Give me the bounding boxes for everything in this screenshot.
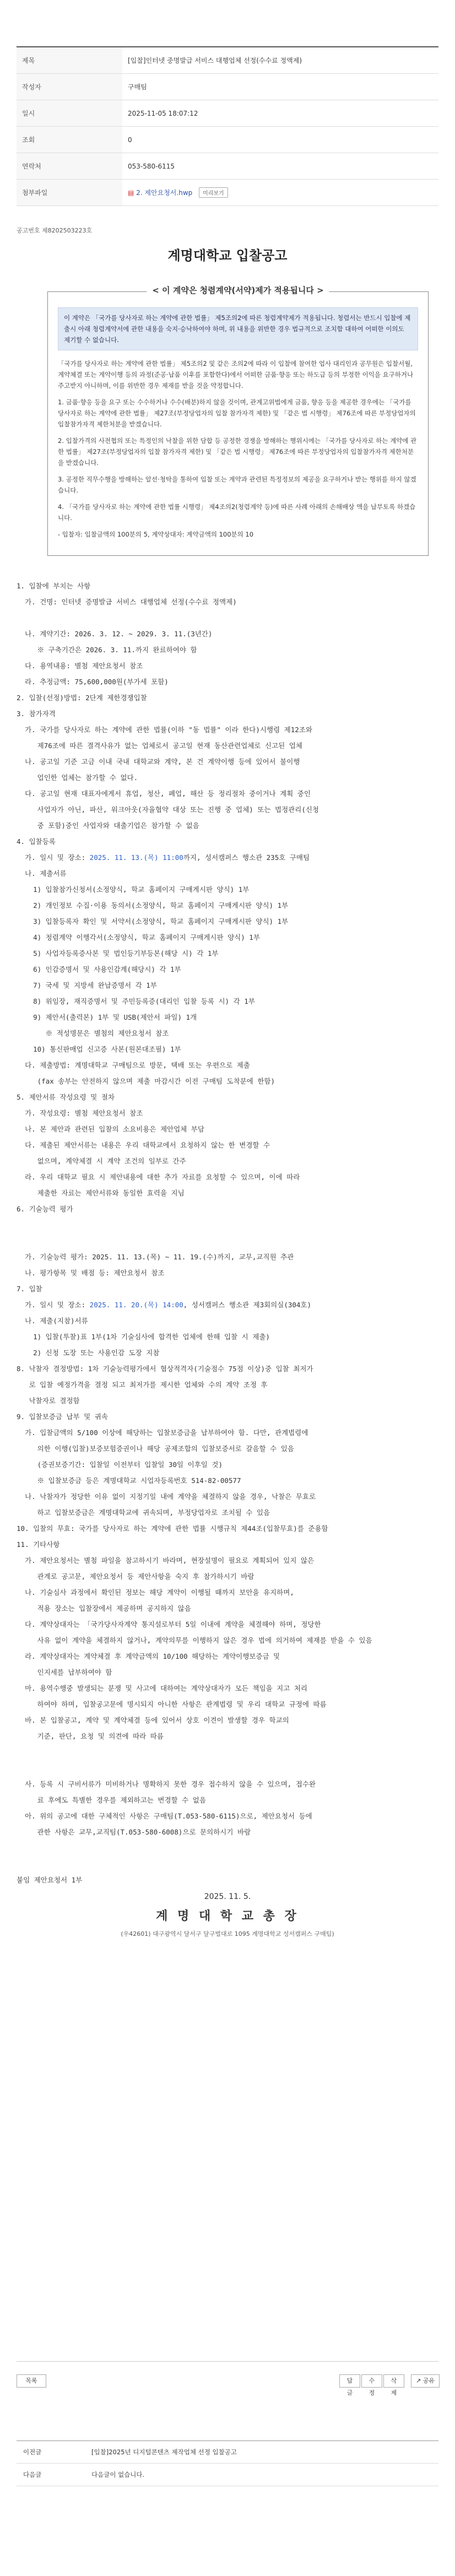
section-line: 사. 등록 시 구비서류가 미비하거나 명확하지 못한 경우 접수하지 않을 수 있으며, 접수완	[17, 1780, 316, 1788]
section-line: 나. 기술심사 과정에서 확인된 정보는 해당 계약이 이행될 때까지 보안을 유지하며,	[17, 1588, 294, 1597]
closing-block	[17, 1892, 438, 1938]
section-line: 기준, 판단, 요청 및 의견에 따라 따름	[17, 1732, 164, 1740]
section-line: 나. 평가항목 및 배점 등: 제안요청서 참조	[17, 1269, 165, 1277]
issuer-name: 계 명 대 학 교 총 장	[156, 1909, 299, 1923]
section-line: 없으며, 계약체결 시 계약 조건의 일부로 간주	[17, 1157, 186, 1165]
section-line: 가. 기술능력 평가: 2025. 11. 13.(목) ~ 11. 19.(수)까지, 교무,교직원 추관	[17, 1253, 294, 1261]
section-line: 가. 일시 및 장소: 2025. 11. 13.(목) 11:00까지, 성서캠퍼스 행소관 235호 구매팀	[17, 853, 310, 862]
section-line: 가. 건명: 인터넷 증명발급 서비스 대행업체 선정(수수료 정액제)	[17, 598, 237, 606]
next-post-key: 다음글	[17, 2464, 85, 2486]
section-line: 제76조에 따른 결격사유가 없는 업체로서 공고일 현재 동산관련업체로 신고된 업체	[17, 742, 302, 750]
document-number: 공고번호 제8202503223호	[17, 227, 93, 234]
section-line: 10) 통신판매업 신고증 사본(원본대조필) 1부	[17, 1045, 181, 1053]
share-icon: ↗	[416, 2377, 421, 2384]
section-line: (증권보증기간: 입찰일 이전부터 입찰일 30일 이후일 것)	[17, 1460, 223, 1469]
section-line: 라. 우리 대학교 필요 시 제안내용에 대한 추가 자료를 요청할 수 있으며, 이에 따라	[17, 1173, 300, 1181]
section-line: 다. 제출된 제안서류는 내용은 우리 대학교에서 요청하지 않는 한 변경할 수	[17, 1141, 270, 1149]
meta-value: 0	[122, 127, 438, 153]
section-line: 업인한 업체는 참가할 수 없다.	[17, 773, 138, 782]
section-line: 3) 입찰등록자 확인 및 서약서(소정양식, 학교 홈페이지 구매게시판 양식) 1부	[17, 917, 289, 926]
section-line: 나. 공고일 기준 고금 이내 국내 대학교와 계약, 본 건 계약이행 등에 있어서 불이행	[17, 757, 300, 766]
section-line: 다. 계약상대자는 「국가당사자계약 통지설로부터 5일 이내에 계약을 체결해야 하며, 정당한	[17, 1620, 321, 1628]
section-line: 중 포함)중인 사업자와 대출기업은 참가할 수 없음	[17, 821, 199, 830]
section-line: 하고 입찰보증금은 계명대학교에 귀속되며, 부정당업자로 조치될 수 있음	[17, 1508, 270, 1517]
notice-paragraph: 2. 입찰가격의 사전협의 또는 특정인의 낙찰을 위한 담합 등 공정한 경쟁을 방해하는 행위시에는 「국가를 당사자로 하는 계약에 관한 법률」 제27조(부정당업자의 입찰 참가자격 제한) 및 「같은 법 시행령」 제76조에 따른 부정당업자의 입찰참가자격 제한처분을 받겠습니다.	[58, 437, 417, 467]
issuer-address: (우42601) 대구광역시 달서구 달구벌대로 1095 계명대학교 성서캠퍼스 구매팀)	[121, 1930, 334, 1938]
prev-post-row[interactable]	[17, 2441, 438, 2464]
section-line: 라. 계약상대자는 계약체결 후 계약금액의 10/100 해당하는 계약이행보증금 및	[17, 1652, 280, 1660]
meta-row	[17, 127, 438, 153]
section-line: ※ 구축기간은 2026. 3. 11.까지 완료하여야 함	[17, 646, 197, 654]
highlighted-date: 2025. 11. 20.(목) 14:00	[89, 1301, 183, 1309]
document-title: 계명대학교 입찰공고	[167, 248, 288, 263]
section-line: 10. 입찰의 무효: 국가를 당사자로 하는 계약에 관한 법률 시행규칙 제44조(입찰무효)를 준용함	[17, 1524, 328, 1533]
meta-row	[17, 74, 438, 100]
section-line: 4) 청렴계약 이행각서(소정양식, 학교 홈페이지 구매게시판 양식) 1부	[17, 933, 260, 941]
meta-key: 일시	[17, 100, 122, 127]
section-line: 9. 입찰보증금 납부 및 귀속	[17, 1413, 108, 1421]
section-line: 나. 낙찰자가 정당한 이유 없이 지정기일 내에 계약을 체결하지 않을 경우, 낙찰은 무효로	[17, 1492, 316, 1501]
meta-row	[17, 153, 438, 180]
section-line: 나. 본 제안과 관련된 입찰의 소요비용은 제안업체 부담	[17, 1125, 204, 1133]
section-line	[17, 1840, 438, 1856]
section-line: 낙찰자로 결정함	[17, 1397, 80, 1405]
section-line: 8. 낙찰자 결정방법: 1차 기술능력평가에서 협상적격자(기술점수 75점 이상)중 입찰 최저가	[17, 1365, 313, 1373]
section-line	[17, 1744, 438, 1760]
section-line: 1) 입찰(투찰)표 1부(1차 기술심사에 합격한 업체에 한해 입찰 시 제출)	[17, 1333, 270, 1341]
section-line: 관한 사항은 교무,교직팀(T.053-580-6008)으로 문의하시기 바람	[17, 1828, 251, 1836]
meta-value: 구매팀	[122, 74, 438, 100]
file-icon: ▤	[128, 189, 134, 197]
section-line: 가. 입찰금액의 5/100 이상에 해당하는 입찰보증금을 납부하여야 함. 다만, 관계법령에	[17, 1428, 308, 1437]
meta-value: [입찰]인터넷 중명발급 서비스 대행업체 선정(수수료 정액제)	[122, 47, 438, 74]
next-post-empty: 다음글이 없습니다.	[85, 2464, 438, 2486]
section-line: 제출한 자료는 제안서류와 동일한 효력을 지님	[17, 1189, 185, 1197]
section-line: 적용 장소는 입찰장에서 제공하며 공지하지 않음	[17, 1604, 191, 1612]
closing-date: 2025. 11. 5.	[204, 1892, 251, 1901]
notice-paragraph: 3. 공정한 직무수행을 방해하는 알선·청탁을 통하여 입찰 또는 계약과 관련된 특정정보의 제공을 요구하거나 받는 행위를 하지 않겠습니다.	[58, 475, 416, 494]
share-button[interactable]: ↗ 공유	[411, 2374, 440, 2388]
preview-button[interactable]: 미리보기	[199, 187, 228, 198]
section-line: 라. 추정금액: 75,600,000원(부가세 포함)	[17, 678, 169, 686]
section-line: 붙임 제안요청서 1부	[17, 1876, 83, 1884]
meta-row	[17, 100, 438, 127]
section-line: 1. 입찰에 부치는 사항	[17, 582, 91, 590]
list-button[interactable]: 목록	[17, 2374, 46, 2388]
section-line: 의한 이행(입찰)보증보험증권이나 해당 공제조합의 입찰보증서로 갈음할 수 있음	[17, 1444, 294, 1453]
notice-heading: < 이 계약은 청렴계약(서약)제가 적용됩니다 >	[147, 284, 329, 296]
section-line: 로 입찰 예정가격을 결정 되고 최저가를 제시한 업체와 수의 계약 조정 후	[17, 1381, 268, 1389]
section-line: 나. 제출(지참)서류	[17, 1317, 88, 1325]
section-line: ※ 적성명문은 별첨의 제안요청서 참조	[17, 1029, 169, 1037]
section-line: 바. 본 입찰공고, 계약 및 계약체결 등에 있어서 상호 이견이 발생할 경우 학교의	[17, 1716, 289, 1724]
content-divider	[17, 2361, 438, 2362]
post-content	[17, 226, 438, 1938]
prev-post-key: 이전글	[17, 2441, 85, 2464]
meta-key: 첨부파일	[17, 180, 122, 206]
section-line: 4. 입찰등록	[17, 837, 56, 846]
notice-paragraph: 「국가를 당사자로 하는 계약에 관한 법률」 제5조의2 및 같은 조의2에 따라 이 입찰에 참여한 업사 대리인과 공무원은 입찰서월, 계약체결 또는 계약이행 등의 과정(준공·납품 이후를 포함한다)에서 어떠한 금품·향응 또는 하도급 등의 부정한 이익을 요구하거나 주고받지 아니하며, 이를 위반한 경우 제재를 받을 것을 약정합니다.	[58, 360, 414, 389]
section-line	[17, 1233, 438, 1249]
notice-paragraph: - 입찰자: 입찰금액의 100분의 5, 계약상대자: 계약금액의 100분의 10	[58, 531, 254, 538]
meta-key: 조회	[17, 127, 122, 153]
section-line: 나. 계약기간: 2026. 3. 12. ~ 2029. 3. 11.(3년간)	[17, 630, 213, 638]
delete-button[interactable]: 삭제	[383, 2374, 404, 2388]
section-line: 관계로 공고문, 제안요청서 등 제안사항을 숙지 후 참가하시기 바람	[17, 1572, 254, 1581]
section-line	[17, 610, 438, 626]
meta-value: 2025-11-05 18:07:12	[122, 100, 438, 127]
section-line: 8) 위임장, 재직증명서 및 주민등록증(대리인 입찰 등록 시) 각 1부	[17, 997, 255, 1005]
meta-row-attachment	[17, 180, 438, 206]
notice-intro: 이 계약은 「국가를 당사자로 하는 계약에 관한 법률」 제5조의2에 따른 청렴계약제가 적용됩니다. 청렴서는 반드시 입찰에 제출시 아래 청렴계약서에 관한 내용을 숙지·승낙하여야 하며, 위 내용을 위반한 경우 법규적으로 조치함 대하여 어떠한 이의도 제기할 수 없습니다.	[58, 307, 418, 350]
prev-post-link[interactable]: [입찰]2025년 디지털콘텐츠 제작업체 선정 입찰공고	[85, 2441, 438, 2464]
section-line: 다. 제출방법: 계명대학교 구매팀으로 방문, 택배 또는 우편으로 제출	[17, 1061, 250, 1069]
meta-key: 작성자	[17, 74, 122, 100]
announcement-sections	[17, 578, 438, 1888]
edit-button[interactable]: 수정	[361, 2374, 382, 2388]
section-line: 사업자가 아닌, 파산, 워크아웃(자율협약 대상 또는 진행 중 업체) 또는 법정관리(신청	[17, 805, 319, 814]
section-line: 1) 입찰참가신청서(소정양식, 학교 홈페이지 구매게시판 양식) 1부	[17, 885, 250, 894]
section-line: (fax 송부는 안전하지 않으며 제출 마감시간 이전 구매팀 도착분에 한함)	[17, 1077, 275, 1085]
section-line: 5) 사업자등록증사본 및 법인등기부등본(해당 시) 각 1부	[17, 949, 219, 957]
section-line: 사유 없이 계약을 체결하지 않거나, 계약의무를 이행하지 않은 경우 법에 의거하여 제재를 받을 수 있음	[17, 1636, 372, 1644]
section-line: 마. 용역수행중 발생되는 분쟁 및 사고에 대하여는 계약상대자가 모든 책임을 지고 처리	[17, 1684, 307, 1692]
section-line: 2) 개인정보 수집·이용 동의서(소정양식, 학교 홈페이지 구매게시판 양식) 1부	[17, 901, 289, 910]
section-line: 9) 제안서(출력본) 1부 및 USB(제안서 파일) 1개	[17, 1013, 197, 1021]
meta-key: 제목	[17, 47, 122, 74]
section-line: 다. 공고일 현재 대표자에게서 휴업, 청산, 폐업, 해산 등 정리절차 중이거나 계획 중인	[17, 789, 311, 798]
section-line: 인지세를 납부하여야 함	[17, 1668, 112, 1676]
meta-value: 053-580-6115	[122, 153, 438, 180]
post-meta-table	[17, 46, 438, 206]
section-line: 2) 신청 도장 또는 사용인감 도장 지참	[17, 1349, 160, 1357]
notice-paragraph: 4. 「국가를 당사자로 하는 계약에 관한 법률 시행령」 제4조의2(청렴계약 등)에 따른 사례 아래의 손해배상 액을 납부토록 하겠습니다.	[58, 503, 416, 522]
section-line: 7) 국세 및 지방세 완납증명서 각 1부	[17, 981, 157, 989]
section-line: 11. 기타사항	[17, 1540, 60, 1549]
section-line: 3. 참가자격	[17, 710, 56, 718]
section-line: 나. 제출서류	[17, 869, 67, 878]
integrity-notice-box	[47, 285, 429, 556]
attachment-link[interactable]: 2. 제안요청서.hwp	[136, 189, 193, 197]
section-line: 아. 위의 공고에 대한 구체적인 사항은 구매팀(T.053-580-6115)으로, 제안요청서 등에	[17, 1812, 312, 1820]
meta-row	[17, 47, 438, 74]
section-line: 가. 일시 및 장소: 2025. 11. 20.(목) 14:00, 성서캠퍼스 행소관 제3회의실(304호)	[17, 1301, 312, 1309]
section-line: 가. 작성요령: 별첨 제안요청서 참조	[17, 1109, 143, 1117]
action-buttons	[17, 2374, 438, 2396]
section-line	[17, 1760, 438, 1776]
section-line: ※ 입찰보증금 등은 계명대학교 시업자등록번호 514-82-00577	[17, 1476, 241, 1485]
section-line: 료 후에도 특별한 경우를 제외하고는 변경할 수 없음	[17, 1796, 206, 1804]
section-line	[17, 1217, 438, 1233]
meta-key: 연락처	[17, 153, 122, 180]
highlighted-date: 2025. 11. 13.(목) 11:00	[89, 853, 183, 862]
section-line: 7. 입찰	[17, 1285, 42, 1293]
section-line: 2. 입찰(선정)방법: 2단계 제한경쟁입찰	[17, 694, 147, 702]
notice-body	[58, 358, 418, 540]
section-line: 가. 제안요청서는 별첨 파일을 참고하시기 바라며, 현장설명이 필요로 계획되어 있지 않은	[17, 1556, 315, 1565]
section-line: 6) 인감증명서 및 사용인감계(해당시) 각 1부	[17, 965, 181, 973]
next-post-row	[17, 2464, 438, 2486]
section-line: 하여야 하며, 입찰공고문에 명시되지 아니한 사항은 관계법령 및 우리 대학교 규정에 따름	[17, 1700, 327, 1708]
section-line: 6. 기술능력 평가	[17, 1205, 73, 1213]
section-line	[17, 1856, 438, 1872]
notice-paragraph: 1. 금품·향응 등을 요구 또는 수수하거나 수수(배분)하지 않을 것이며, 관계고위법에게 금품, 향응 등을 제공한 경우에는 「국가를 당사자로 하는 계약에 관한 법률」 제27조(부정당업자의 입찰 참가자격 제한) 및 「같은 법 시행령」 제76조에 따른 부정당업자의 입찰참가자격 제한처분을 받겠습니다.	[58, 398, 416, 428]
post-navigation	[17, 2440, 438, 2486]
section-line: 가. 국가를 당사자로 하는 계약에 관한 법률(이하 "동 법률" 이라 한다)시행령 제12조와	[17, 726, 312, 734]
section-line: 5. 제안서류 작성요령 및 절차	[17, 1093, 115, 1101]
reply-button[interactable]: 답글	[339, 2374, 360, 2388]
section-line: 다. 용역내용: 별첨 제안요청서 참조	[17, 662, 143, 670]
